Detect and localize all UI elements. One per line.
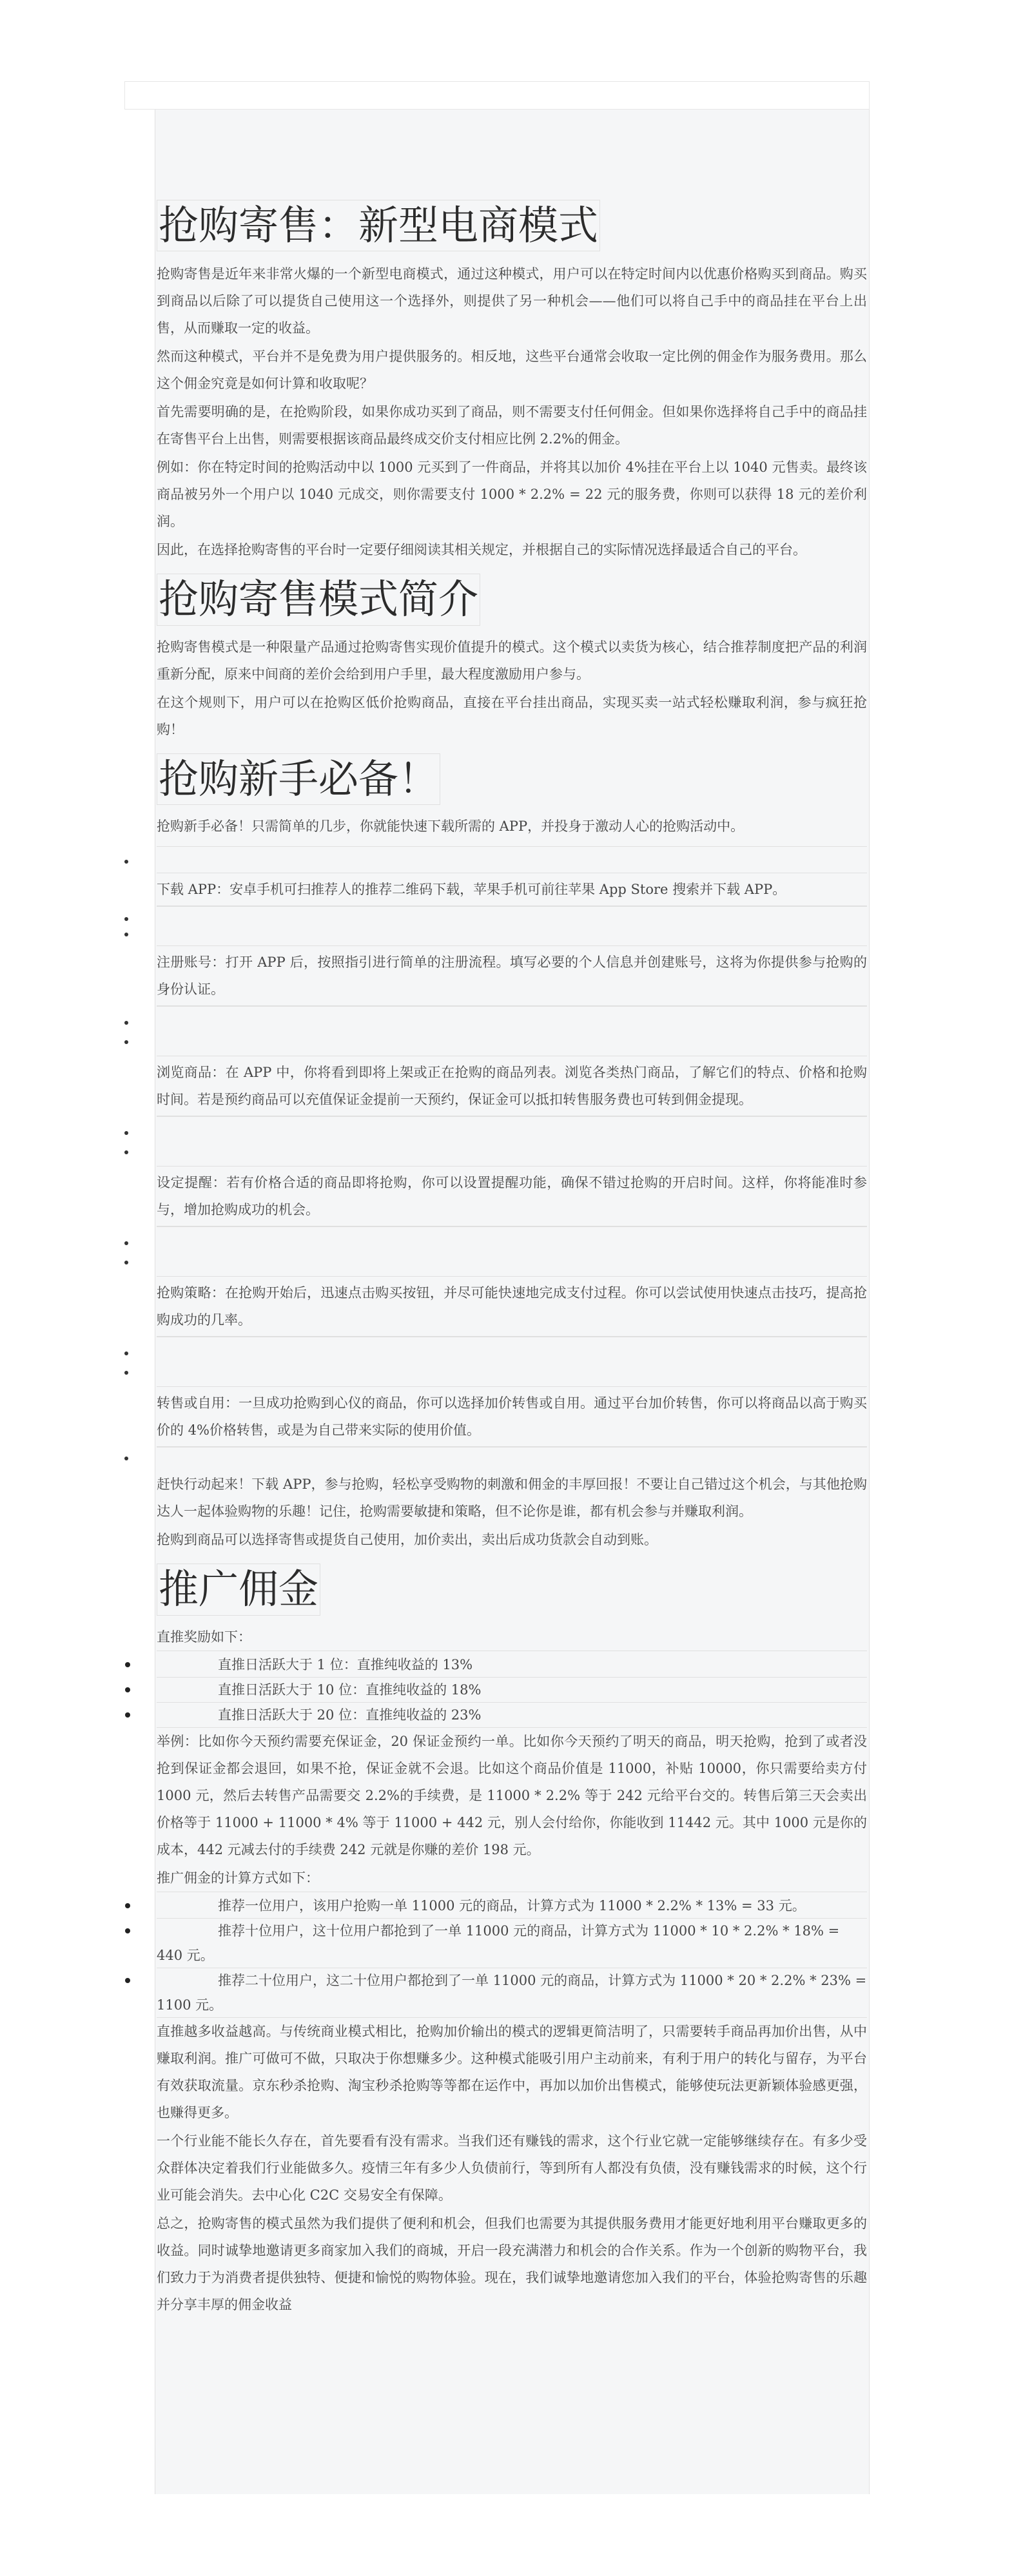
section-heading-intro: 抢购寄售：新型电商模式	[157, 200, 600, 251]
step-gap	[157, 846, 867, 873]
step-gap	[157, 1337, 867, 1386]
reward-title: 直推奖励如下：	[157, 1623, 867, 1651]
bullet-icon	[124, 1021, 128, 1025]
reward-text: 直推日活跃大于 20 位：直推纯收益的 23%	[218, 1707, 482, 1723]
paragraph: 总之，抢购寄售的模式虽然为我们提供了便利和机会，但我们也需要为其提供服务费用才能更好地利用平台赚取更多的收益。同时诚挚地邀请更多商家加入我们的商城，开启一段充满潜力和机会的合作关系。作为一个创新的购物平台，我们致力于为消费者提供独特、便捷和愉悦的购物体验。现在，我们诚挚地邀请您加入我们的平台，体验抢购寄售的乐趣并分享丰厚的佣金收益	[157, 2215, 867, 2312]
beginner-steps	[157, 846, 867, 1471]
paragraph: 例如：你在特定时间的抢购活动中以 1000 元买到了一件商品，并将其以加价 4%挂在平台上以 1040 元售卖。最终该商品被另外一个用户以 1040 元成交，则你需要支付 1000 * 2.2% = 22 元的服务费，你则可以获得 18 元的差价利润。	[157, 460, 867, 530]
step-gap	[157, 906, 867, 945]
step-gap	[157, 1447, 867, 1471]
bullet-icon	[125, 1712, 130, 1718]
paragraph: 赶快行动起来！下载 APP，参与抢购，轻松享受购物的刺激和佣金的丰厚回报！不要让自己错过这个机会，与其他抢购达人一起体验购物的乐趣！记住，抢购需要敏捷和策略，但不论你是谁，都有机会参与并赚取利润。	[157, 1477, 867, 1520]
bullet-icon	[124, 1040, 128, 1044]
reward-list	[157, 1652, 867, 1728]
bullet-icon	[124, 917, 128, 921]
section-heading-beginner: 抢购新手必备！	[157, 753, 440, 805]
bullet-icon	[124, 1371, 128, 1375]
bullet-icon	[124, 1131, 128, 1135]
paragraph: 抢购寄售是近年来非常火爆的一个新型电商模式，通过这种模式，用户可以在特定时间内以优惠价格购买到商品。购买到商品以后除了可以提货自己使用这一个选择外，则提供了另一种机会——他们可以将自己手中的商品挂在平台上出售，从而赚取一定的收益。	[157, 266, 867, 336]
paragraph: 举例：比如你今天预约需要充保证金，20 保证金预约一单。比如你今天预约了明天的商品，明天抢购，抢到了或者没抢到保证金都会退回，如果不抢，保证金就不会退。比如这个商品价值是 11000，补贴 10000，你只需要给卖方付 1000 元，然后去转售产品需要交 2.2%的手续费，是 11000 * 2.2% 等于 242 元给平台交的。转售后第三天会卖出价格等于 11000 + 11000 * 4% 等于 11000 + 442 元，别人会付给你，你能收到 11442 元。其中 1000 元是你的成本，442 元减去付的手续费 242 元就是你赚的差价 198 元。	[157, 1733, 867, 1857]
bullet-icon	[124, 1351, 128, 1355]
step-item	[157, 873, 867, 906]
calc-list	[157, 1893, 867, 2018]
bullet-icon	[125, 1662, 130, 1667]
list-item	[157, 1652, 867, 1678]
paragraph: 在这个规则下，用户可以在抢购区低价抢购商品，直接在平台挂出商品，实现买卖一站式轻松赚取利润，参与疯狂抢购！	[157, 694, 867, 737]
step-text: 注册账号：打开 APP 后，按照指引进行简单的注册流程。填写必要的个人信息并创建账号，这将为你提供参与抢购的身份认证。	[157, 954, 867, 998]
step-gap	[157, 1226, 867, 1276]
bullet-icon	[124, 933, 128, 936]
bullet-icon	[124, 1241, 128, 1245]
list-item	[157, 1678, 867, 1703]
reward-text: 直推日活跃大于 1 位：直推纯收益的 13%	[218, 1656, 473, 1672]
step-item	[157, 1166, 867, 1226]
step-text: 下载 APP：安卓手机可扫推荐人的推荐二维码下载，苹果手机可前往苹果 App Store 搜索并下载 APP。	[157, 882, 786, 898]
bullet-icon	[124, 1457, 128, 1460]
bullet-icon	[125, 1928, 130, 1933]
calc-text: 推荐十位用户，这十位用户都抢到了一单 11000 元的商品，计算方式为 11000 * 10 * 2.2% * 18% = 440 元。	[157, 1922, 840, 1963]
paragraph: 一个行业能不能长久存在，首先要看有没有需求。当我们还有赚钱的需求，这个行业它就一定能够继续存在。有多少受众群体决定着我们行业能做多久。疫情三年有多少人负债前行，等到所有人都没有负债，没有赚钱需求的时候，这个行业可能会消失。去中心化 C2C 交易安全有保障。	[157, 2133, 867, 2203]
top-bar	[124, 81, 870, 110]
step-item	[157, 1056, 867, 1116]
step-gap	[157, 1006, 867, 1056]
bullet-icon	[125, 1978, 130, 1983]
paragraph: 然而这种模式，平台并不是免费为用户提供服务的。相反地，这些平台通常会收取一定比例的佣金作为服务费用。那么这个佣金究竟是如何计算和收取呢？	[157, 349, 867, 392]
paragraph: 直推越多收益越高。与传统商业模式相比，抢购加价输出的模式的逻辑更简洁明了，只需要转手商品再加价出售，从中赚取利润。推广可做可不做，只取决于你想赚多少。这种模式能吸引用户主动前来，有利于用户的转化与留存，为平台有效获取流量。京东秒杀抢购、淘宝秒杀抢购等等都在运作中，再加以加价出售模式，能够使玩法更新颖体验感更强，也赚得更多。	[157, 2023, 867, 2120]
calc-text: 推荐二十位用户，这二十位用户都抢到了一单 11000 元的商品，计算方式为 11000 * 20 * 2.2% * 23% = 1100 元。	[157, 1972, 867, 2013]
list-item	[157, 1893, 867, 1919]
article-content	[157, 110, 867, 2319]
section-heading-commission: 推广佣金	[157, 1564, 320, 1615]
paragraph: 抢购到商品可以选择寄售或提货自己使用，加价卖出，卖出后成功货款会自动到账。	[157, 1532, 658, 1548]
step-text: 转售或自用：一旦成功抢购到心仪的商品，你可以选择加价转售或自用。通过平台加价转售，你可以将商品以高于购买价的 4%价格转售，或是为自己带来实际的使用价值。	[157, 1395, 867, 1438]
paragraph: 因此，在选择抢购寄售的平台时一定要仔细阅读其相关规定，并根据自己的实际情况选择最适合自己的平台。	[157, 542, 806, 558]
calc-text: 推荐一位用户，该用户抢购一单 11000 元的商品，计算方式为 11000 * 2.2% * 13% = 33 元。	[218, 1897, 806, 1913]
step-gap	[157, 1116, 867, 1166]
paragraph: 抢购新手必备！只需简单的几步，你就能快速下载所需的 APP，并投身于激动人心的抢购活动中。	[157, 818, 745, 835]
paragraph: 首先需要明确的是，在抢购阶段，如果你成功买到了商品，则不需要支付任何佣金。但如果你选择将自己手中的商品挂在寄售平台上出售，则需要根据该商品最终成交价支付相应比例 2.2%的佣金。	[157, 404, 867, 447]
step-text: 抢购策略：在抢购开始后，迅速点击购买按钮，并尽可能快速地完成支付过程。你可以尝试使用快速点击技巧，提高抢购成功的几率。	[157, 1285, 867, 1328]
step-text: 设定提醒：若有价格合适的商品即将抢购，你可以设置提醒功能，确保不错过抢购的开启时间。这样，你将能准时参与，增加抢购成功的机会。	[157, 1175, 867, 1218]
list-item	[157, 1703, 867, 1728]
section-heading-overview: 抢购寄售模式简介	[157, 574, 480, 625]
bullet-icon	[124, 1261, 128, 1264]
list-item	[157, 1919, 867, 1968]
calc-title: 推广佣金的计算方式如下：	[157, 1864, 867, 1892]
bullet-icon	[124, 860, 128, 864]
bullet-icon	[124, 1150, 128, 1154]
step-item	[157, 1276, 867, 1337]
step-item	[157, 1386, 867, 1447]
bullet-icon	[125, 1903, 130, 1908]
step-item	[157, 945, 867, 1006]
step-text: 浏览商品：在 APP 中，你将看到即将上架或正在抢购的商品列表。浏览各类热门商品，了解它们的特点、价格和抢购时间。若是预约商品可以充值保证金提前一天预约，保证金可以抵扣转售服务费也可转到佣金提现。	[157, 1065, 867, 1108]
reward-text: 直推日活跃大于 10 位：直推纯收益的 18%	[218, 1681, 482, 1698]
bullet-icon	[125, 1687, 130, 1692]
list-item	[157, 1968, 867, 2018]
paragraph: 抢购寄售模式是一种限量产品通过抢购寄售实现价值提升的模式。这个模式以卖货为核心，结合推荐制度把产品的利润重新分配，原来中间商的差价会给到用户手里，最大程度激励用户参与。	[157, 639, 867, 682]
